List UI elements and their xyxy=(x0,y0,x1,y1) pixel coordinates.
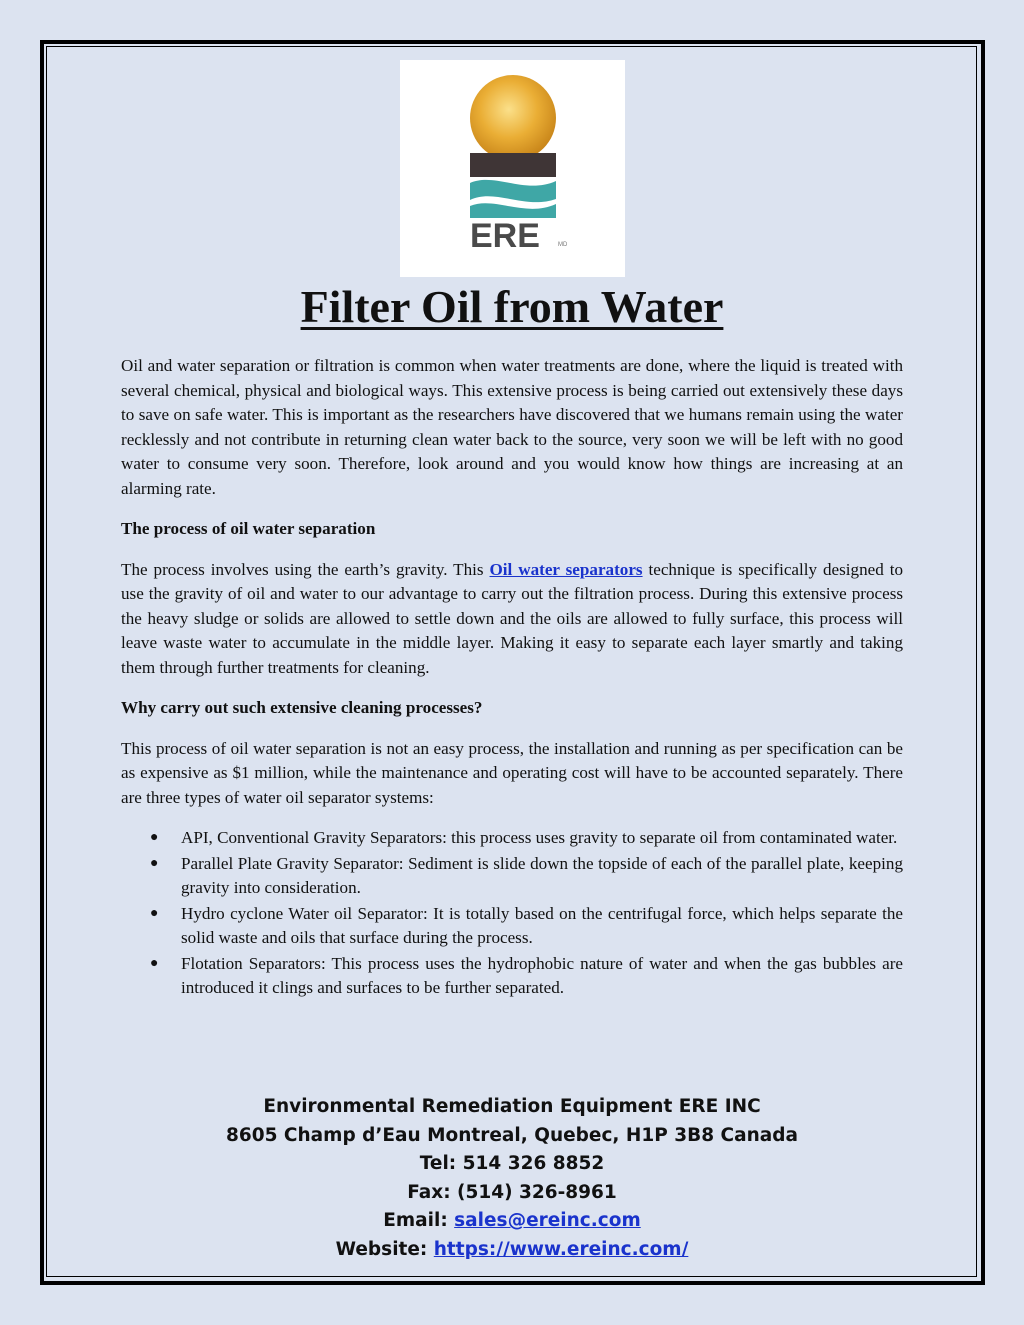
company-address: 8605 Champ d’Eau Montreal, Quebec, H1P 3B8 Canada xyxy=(226,1124,798,1146)
bullet-icon: ● xyxy=(150,905,159,921)
fax-number: Fax: (514) 326-8961 xyxy=(407,1181,617,1203)
list-item: ● Flotation Separators: This process uses the hydrophobic nature of water and when the gas bubbles are introduced it clings and surfaces to be further separated. xyxy=(150,953,903,997)
section-heading-process: The process of oil water separation xyxy=(121,519,376,538)
logo-text: ERE xyxy=(470,217,540,255)
wave-bottom xyxy=(470,203,556,218)
website-line xyxy=(0,1236,1024,1265)
process-text-before-link: The process involves using the earth’s gravity. This xyxy=(121,559,490,579)
intro-paragraph: Oil and water separation or filtration is common when water treatments are done, where the liquid is treated with several chemical, physical and biological ways. This extensive process is being carried out extensively these days to save on safe water. This is important as the researchers have discovered that we humans remain using the water recklessly and not contribute in returning clean water back to the source, very soon we will be left with no good water to consume very soon. Therefore, look around and you would know how things are increasing at an alarming rate. xyxy=(121,356,903,498)
email-line xyxy=(0,1207,1024,1236)
section-heading-why: Why carry out such extensive cleaning processes? xyxy=(121,698,483,717)
sun-circle xyxy=(470,75,556,161)
why-paragraph: This process of oil water separation is not an easy process, the installation and running as per specification can be as expensive as $1 million, while the maintenance and operating cost will have to be accounted separately. There are three types of water oil separator systems: xyxy=(121,738,903,807)
phone-number: Tel: 514 326 8852 xyxy=(419,1153,605,1175)
company-name: Environmental Remediation Equipment ERE INC xyxy=(263,1096,761,1117)
list-item: ● Hydro cyclone Water oil Separator: It is totally based on the centrifugal force, which helps separate the solid waste and oils that surface during the process. xyxy=(150,903,903,947)
oil-water-separators-link[interactable]: Oil water separators xyxy=(489,559,643,579)
bullet-icon: ● xyxy=(150,955,159,971)
email-link[interactable]: sales@ereinc.com xyxy=(454,1210,641,1232)
process-text-after-link: technique is specifically designed to use the gravity of oil and water to our advantage to carry out the filtration process. During this extensive process the heavy sludge or solids are allowed to settle down and the oils are allowed to fully surface, this process will leave waste water to accumulate in the middle layer. Making it easy to separate each layer smartly and taking them through further treatments for cleaning. xyxy=(121,559,903,677)
website-link[interactable]: https://www.ereinc.com/ xyxy=(433,1238,689,1260)
bullet-icon: ● xyxy=(150,830,159,845)
separator-types-list xyxy=(121,826,903,1001)
list-item: ● Parallel Plate Gravity Separator: Sediment is slide down the topside of each of the parallel plate, keeping gravity into consideration. xyxy=(150,853,903,897)
article-body xyxy=(121,354,903,1002)
page-title: Filter Oil from Water xyxy=(300,281,724,332)
list-item: ● API, Conventional Gravity Separators: this process uses gravity to separate oil from contaminated water. xyxy=(121,826,903,851)
oil-band xyxy=(470,153,556,177)
wave-top xyxy=(470,180,556,202)
website-label: Website: xyxy=(335,1238,434,1260)
company-logo xyxy=(400,60,625,277)
bullet-icon: ● xyxy=(150,855,159,871)
process-paragraph xyxy=(121,558,903,681)
email-label: Email: xyxy=(383,1210,455,1232)
logo-mark: MD xyxy=(558,242,568,248)
ere-logo-graphic xyxy=(400,60,625,277)
contact-footer xyxy=(0,1093,1024,1265)
